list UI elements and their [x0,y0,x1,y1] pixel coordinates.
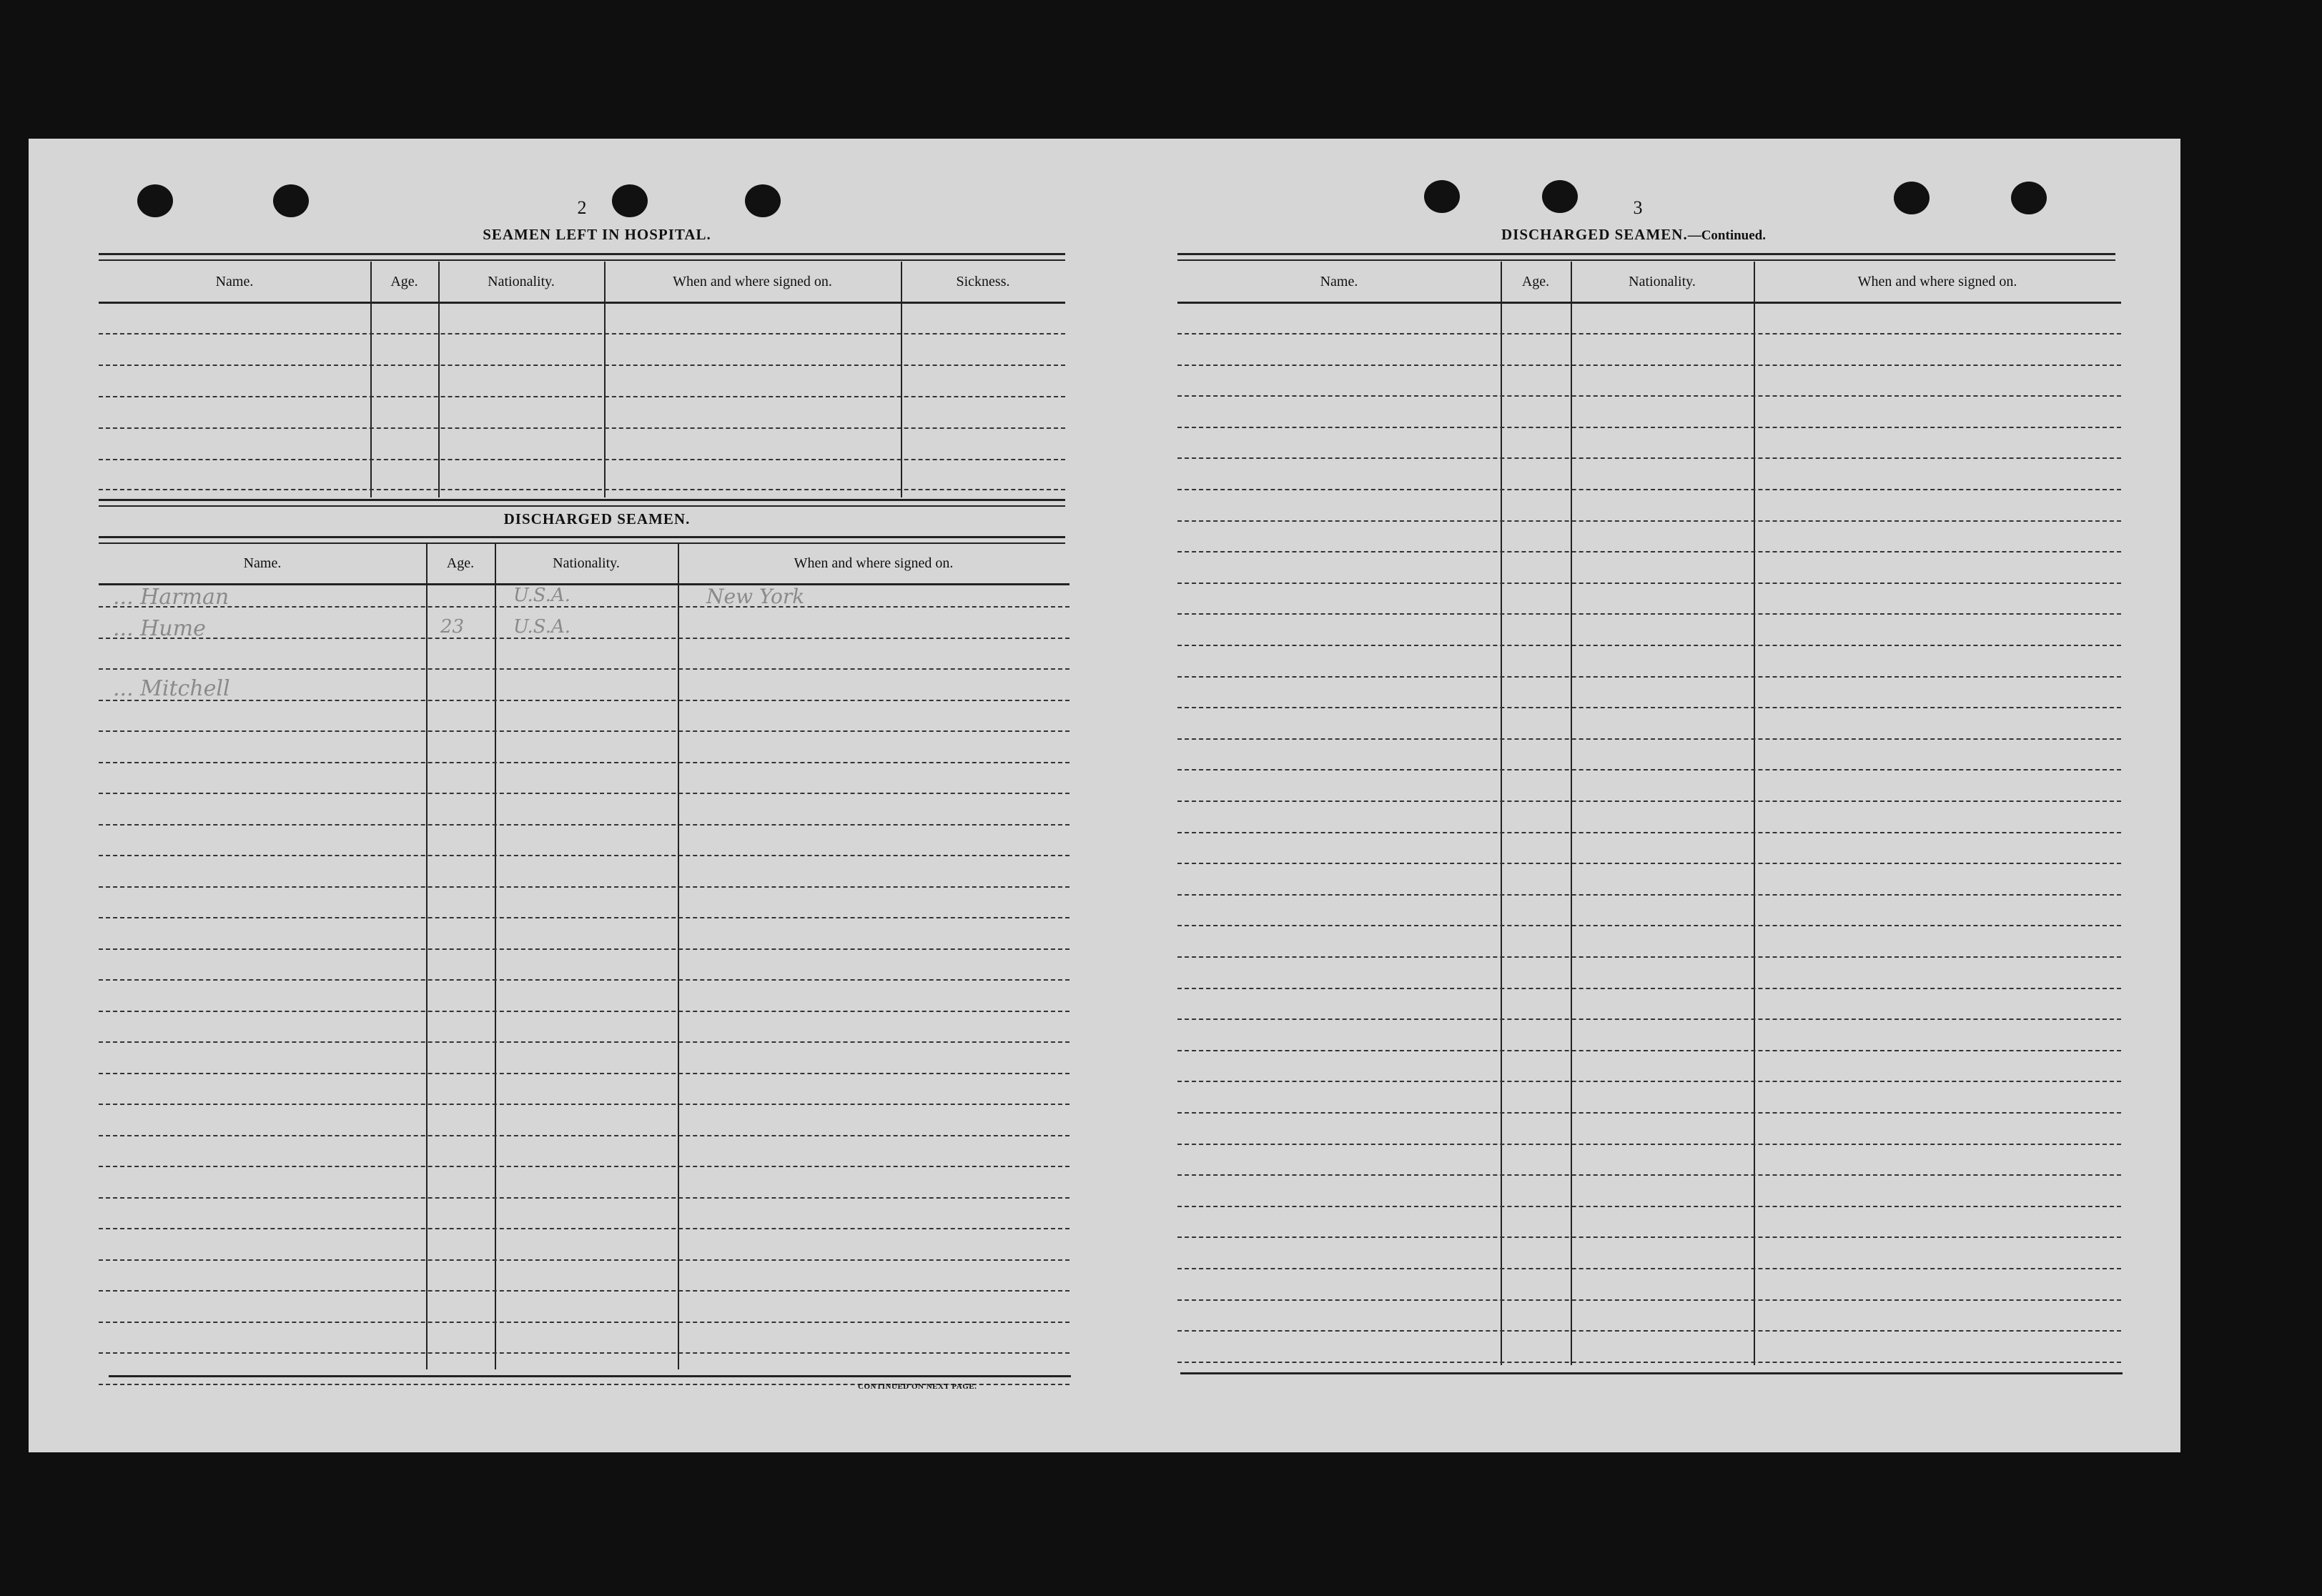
table-row[interactable] [1177,956,2121,958]
table-row[interactable] [99,668,1069,670]
table-row[interactable] [99,1166,1069,1167]
table-row[interactable] [1177,1206,2121,1207]
column-divider [426,543,428,1369]
table-row[interactable] [1177,457,2121,459]
table-row[interactable] [99,1197,1069,1199]
punch-hole [612,184,648,217]
table-row[interactable] [99,606,1069,608]
column-divider [438,262,440,497]
table-row[interactable] [1177,1268,2121,1269]
table-row[interactable] [1177,988,2121,989]
column-header-nationality: Nationality. [488,273,555,289]
table-row[interactable] [1177,395,2121,397]
table-row[interactable] [99,730,1069,732]
table-row[interactable] [1177,551,2121,552]
register-sheet [29,139,2180,1452]
punch-hole [273,184,309,217]
table-row[interactable] [1177,1330,2121,1332]
discharged-table [99,543,1069,1369]
left-page [29,139,1105,1452]
hospital-table [99,262,1065,497]
column-header-name: Name. [243,555,282,571]
table-row[interactable] [1177,832,2121,833]
table-row[interactable] [1177,1081,2121,1082]
column-header-signed-on: When and where signed on. [794,555,954,571]
table-row[interactable] [99,979,1069,981]
handwritten-nationality: U.S.A. [513,616,570,638]
table-row[interactable] [99,638,1069,639]
table-row[interactable] [99,1290,1069,1292]
table-header [99,262,1065,304]
table-bottom-rule [1180,1372,2123,1374]
punch-hole [1894,182,1930,214]
table-row[interactable] [1177,894,2121,896]
table-row[interactable] [1177,925,2121,926]
table-row[interactable] [99,948,1069,950]
table-row[interactable] [99,762,1069,763]
table-header [99,543,1069,585]
table-row[interactable] [99,333,1065,334]
right-section-title [1419,226,1848,244]
table-row[interactable] [1177,676,2121,678]
column-header-age: Age. [390,273,418,289]
table-row[interactable] [1177,583,2121,584]
table-row[interactable] [1177,645,2121,646]
table-row[interactable] [1177,1174,2121,1176]
table-row[interactable] [99,917,1069,918]
table-row[interactable] [99,1135,1069,1136]
continued-note: CONTINUED ON NEXT PAGE. [858,1382,977,1391]
table-row[interactable] [1177,365,2121,366]
table-row[interactable] [99,1041,1069,1043]
table-row[interactable] [99,793,1069,794]
section-rule [99,253,1065,261]
right-page [1105,139,2180,1452]
table-row[interactable] [1177,801,2121,802]
column-header-nationality: Nationality. [1629,273,1696,289]
column-divider [678,543,679,1369]
column-header-age: Age. [1521,273,1550,289]
column-divider [604,262,606,497]
table-row[interactable] [99,365,1065,366]
table-bottom-rule [109,1375,1071,1377]
table-row[interactable] [1177,489,2121,490]
table-header [1177,262,2121,304]
page-number: 2 [577,197,587,218]
handwritten-signed-on: New York [706,585,805,608]
punch-hole [137,184,173,217]
table-row[interactable] [99,489,1065,490]
page-number: 3 [1633,197,1643,218]
table-row[interactable] [99,1322,1069,1323]
handwritten-age: 23 [440,616,465,638]
table-row[interactable] [99,459,1065,460]
table-row[interactable] [1177,1112,2121,1114]
handwritten-name: ... Harman [113,585,229,610]
handwritten-name: ... Hume [113,616,206,641]
column-header-signed-on: When and where signed on. [1857,273,2017,289]
handwritten-nationality: U.S.A. [513,585,570,606]
table-row[interactable] [1177,1362,2121,1363]
punch-hole [2011,182,2047,214]
column-header-age: Age. [446,555,475,571]
table-row[interactable] [1177,1236,2121,1238]
table-row[interactable] [1177,1050,2121,1051]
column-header-signed-on: When and where signed on. [673,273,832,289]
continued-suffix: —Continued. [1687,228,1766,243]
table-row[interactable] [99,1073,1069,1074]
table-row[interactable] [1177,427,2121,428]
table-row[interactable] [99,886,1069,888]
table-row[interactable] [99,1104,1069,1105]
section-rule [1177,253,2115,261]
table-row[interactable] [99,1228,1069,1229]
column-header-nationality: Nationality. [553,555,620,571]
discharged-continued-table [1177,262,2121,1365]
table-row[interactable] [1177,1144,2121,1145]
punch-hole [745,184,781,217]
table-row[interactable] [1177,863,2121,864]
table-row[interactable] [1177,1018,2121,1020]
column-header-sickness: Sickness. [956,273,1010,289]
table-row[interactable] [99,427,1065,429]
table-row[interactable] [1177,769,2121,770]
table-row[interactable] [1177,333,2121,334]
table-row[interactable] [1177,613,2121,615]
table-row[interactable] [99,396,1065,397]
table-row[interactable] [1177,1299,2121,1301]
column-divider [495,543,496,1369]
table-row[interactable] [99,700,1069,701]
column-divider [370,262,372,497]
column-header-name: Name. [215,273,254,289]
table-row[interactable] [99,1352,1069,1354]
table-row[interactable] [1177,738,2121,740]
punch-hole [1424,180,1460,213]
table-row[interactable] [99,824,1069,826]
hospital-section-title: SEAMEN LEFT IN HOSPITAL. [483,226,711,243]
table-row[interactable] [99,1011,1069,1012]
table-row[interactable] [99,1259,1069,1261]
right-section-title-text: DISCHARGED SEAMEN. [1501,226,1688,243]
handwritten-name: ... Mitchell [113,676,230,701]
table-row[interactable] [1177,520,2121,522]
column-header-name: Name. [1320,273,1358,289]
column-divider [901,262,902,497]
table-row[interactable] [1177,707,2121,708]
section-rule [99,499,1065,507]
table-row[interactable] [99,855,1069,856]
discharged-section-title: DISCHARGED SEAMEN. [503,510,691,527]
punch-hole [1542,180,1578,213]
